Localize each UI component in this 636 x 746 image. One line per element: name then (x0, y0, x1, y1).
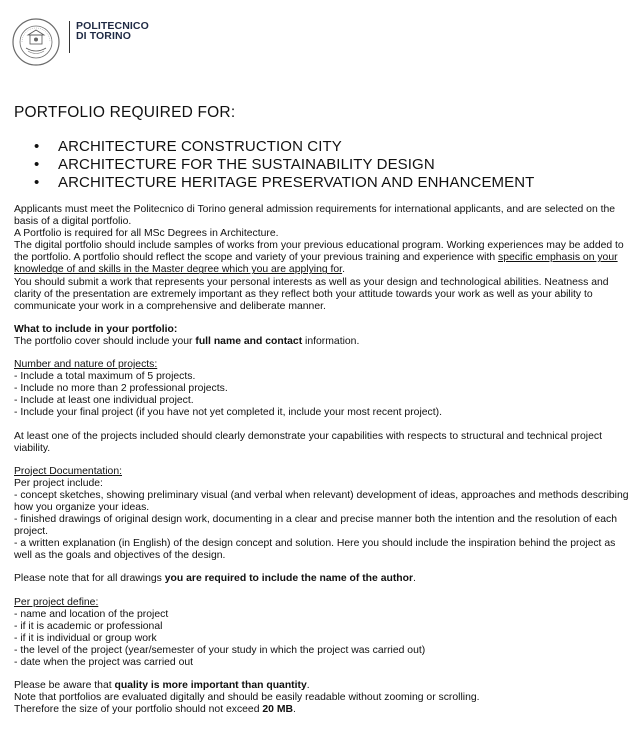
university-name (76, 21, 149, 41)
list-item: - a written explanation (in English) of the design concept and solution. Here you should include the inspiration behind the project as well as the goals and objectives of the design. (14, 538, 616, 562)
closing-line-1: Please be aware that quality is more important than quantity. (14, 680, 310, 692)
list-item: - Include no more than 2 professional projects. (14, 383, 228, 395)
document-body (14, 204, 630, 716)
projects-title: Number and nature of projects: (14, 359, 158, 371)
intro-paragraph-2: A Portfolio is required for all MSc Degrees in Architecture. (14, 228, 279, 240)
university-seal-logo (12, 18, 60, 66)
program-label: ARCHITECTURE FOR THE SUSTAINABILITY DESIGN (58, 156, 435, 173)
brand-line-1: POLITECNICO (76, 20, 149, 32)
list-item: - date when the project was carried out (14, 657, 194, 668)
list-item: - if it is individual or group work (14, 632, 157, 644)
list-item: - concept sketches, showing preliminary visual (and verbal when relevant) development of ideas, approaches and methods describing how you organize your ideas. (14, 489, 629, 513)
intro-paragraph-3: The digital portfolio should include samples of works from your previous educational program. Working experiences may be added to the portfolio. A portfolio should reflect the scope and variety of your previous training and experience with specific emphasis on your knowledge of and skills in the Master degree which you are applying for. (14, 240, 624, 276)
program-label: ARCHITECTURE CONSTRUCTION CITY (58, 138, 342, 155)
list-item: - Include at least one individual project. (14, 395, 194, 407)
list-item: - the level of the project (year/semester of your study in which the project was carried out) (14, 644, 426, 656)
brand-line-2: DI TORINO (76, 30, 131, 42)
include-title: What to include in your portfolio: (14, 323, 178, 335)
intro-paragraph-1: Applicants must meet the Politecnico di Torino general admission requirements for international applicants, and are selected on the basis of a digital portfolio. (14, 204, 616, 228)
letterhead-divider (69, 21, 70, 53)
list-item: - Include your final project (if you have not yet completed it, include your most recent project). (14, 407, 442, 419)
list-item: - if it is academic or professional (14, 620, 163, 632)
list-item: - finished drawings of original design work, documenting in a clear and precise manner both the intention and the resolution of each project. (14, 514, 618, 538)
emphasis-underlined: specific emphasis on your knowledge of and skills in the Master degree which you are applying for (14, 252, 618, 276)
define-title: Per project define: (14, 596, 99, 608)
list-item (34, 156, 534, 174)
program-label: ARCHITECTURE HERITAGE PRESERVATION AND ENHANCEMENT (58, 174, 535, 191)
program-list (34, 138, 534, 192)
closing-line-2: Note that portfolios are evaluated digitally and should be easily readable without zooming or scrolling. (14, 692, 480, 704)
documentation-note: Please note that for all drawings you are required to include the name of the author. (14, 573, 416, 585)
documentation-title: Project Documentation: (14, 465, 123, 477)
bullet-icon: • (34, 174, 40, 191)
bullet-icon: • (34, 156, 40, 173)
list-item: - Include a total maximum of 5 projects. (14, 371, 196, 383)
list-item (34, 174, 534, 192)
intro-paragraph-4: You should submit a work that represents your personal interests as well as your design and technological abilities. Neatness and clarity of the presentation are extremely important as they reflect both your attitude towards your work as well as your ability to communicate your work in a comprehensive and deliberate manner. (14, 276, 609, 312)
projects-note: At least one of the projects included should clearly demonstrate your capabilities with respects to structural and technical project viability. (14, 430, 602, 454)
closing-line-3: Therefore the size of your portfolio should not exceed 20 MB. (14, 704, 296, 716)
bullet-icon: • (34, 138, 40, 155)
page-title: PORTFOLIO REQUIRED FOR: (14, 104, 236, 121)
list-item (34, 138, 534, 156)
letterhead (12, 18, 149, 80)
list-item: - name and location of the project (14, 608, 169, 620)
documentation-intro: Per project include: (14, 477, 103, 489)
include-text: The portfolio cover should include your full name and contact information. (14, 335, 360, 347)
